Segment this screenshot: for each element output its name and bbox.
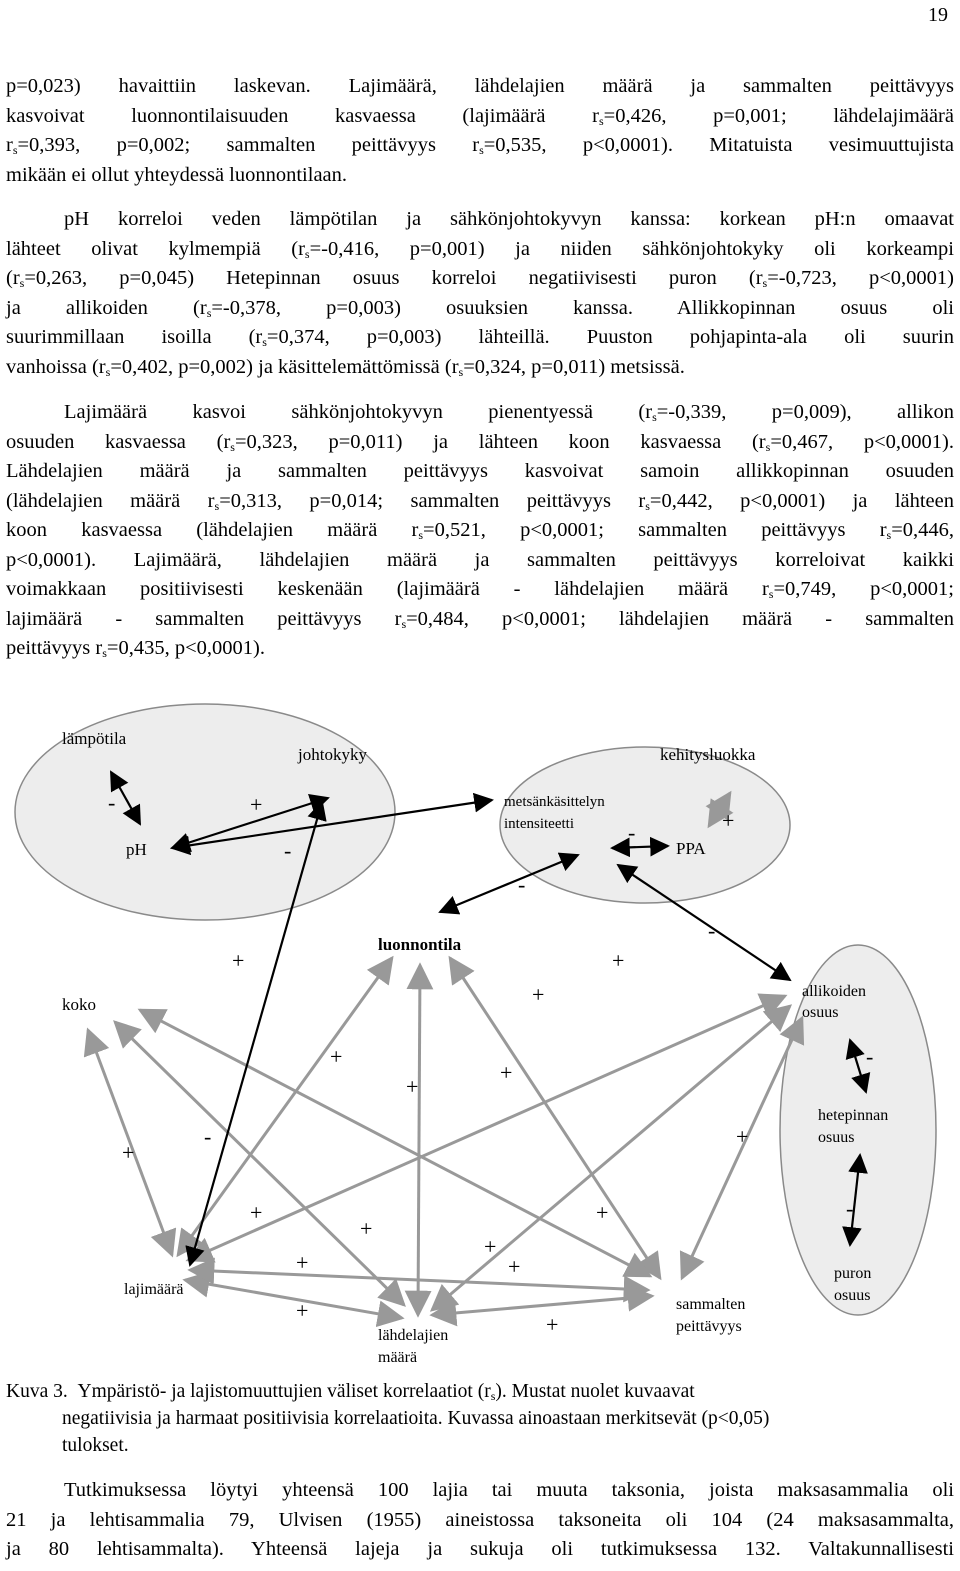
arrow-lahdelajien-sammalten (432, 1296, 652, 1315)
caption-label: Kuva 3. (6, 1381, 68, 1402)
node-allikoiden-osuus: osuus (802, 1004, 839, 1021)
caption-line: tulokset. (62, 1435, 129, 1456)
text-line: lähteet olivat kylmempiä ($r_s=-0,416$, p=0,001) ja niiden sähkönjohtokyky oli korkeampi (6, 237, 954, 261)
paragraph-3 (6, 398, 954, 664)
text-line: mikään ei ollut yhteydessä luonnontilaan. (6, 163, 348, 186)
sign: + (532, 982, 545, 1007)
sign: - (866, 1044, 874, 1069)
node-hetepinnan: hetepinnan (818, 1107, 889, 1124)
text-line: 21 ja lehtisammalia 79, Ulvisen (1955) aineistossa taksoneita oli 104 (24 maksasammalta, (6, 1508, 954, 1531)
paragraph-1 (6, 72, 954, 190)
sign: + (612, 948, 625, 973)
node-lahdelajien: lähdelajien (378, 1327, 449, 1344)
arrow-allikoiden-lajimaara (188, 996, 785, 1260)
sign: + (406, 1074, 419, 1099)
node-puron: puron (834, 1265, 872, 1282)
sign: + (296, 1298, 309, 1323)
paragraph-2 (6, 205, 954, 382)
arrow-koko-lahdelajien (115, 1022, 404, 1305)
text-line: Lähdelajien määrä ja sammalten peittävyys kasvoivat samoin allikkopinnan osuuden (6, 460, 954, 482)
node-intensiteetti: intensiteetti (504, 816, 574, 832)
text-line: vanhoissa ($r_s=0,402$, p=0,002) ja käsittelemättömissä ($r_s=0,324$, p=0,011) metsissä. (6, 355, 685, 379)
sign: + (546, 1312, 559, 1337)
caption-text: Ympäristö- ja lajistomuuttujien väliset korrelaatiot $(r_s)$. Mustat nuolet kuvaavat (77, 1381, 695, 1403)
node-luonnontila: luonnontila (378, 935, 462, 954)
sign: + (500, 1060, 513, 1085)
arrow-luonnontila-sammalten (450, 958, 660, 1278)
node-ph: pH (126, 840, 147, 859)
node-lahdelajien-maara: määrä (378, 1349, 418, 1366)
correlation-diagram (0, 700, 960, 1380)
text-line: ja 80 lehtisammalta). Yhteensä lajeja ja sukuja oli tutkimuksessa 132. Valtakunnallisesti (6, 1538, 954, 1560)
node-hetepinnan-osuus: osuus (818, 1129, 855, 1146)
sign: - (204, 1124, 212, 1149)
paragraph-4 (6, 1476, 954, 1565)
sign: - (108, 790, 116, 815)
text-line: ja allikoiden ($r_s=-0,378$, p=0,003) osuuksien kanssa. Allikkopinnan osuus oli (6, 296, 954, 320)
text-line: voimakkaan positiivisesti keskenään (lajimäärä - lähdelajien määrä $r_s=0,749$, p<0,0001; (6, 578, 954, 601)
sign: + (736, 1124, 749, 1149)
sign: + (250, 792, 263, 817)
sign: + (232, 948, 245, 973)
habitat-variables-ellipse (780, 945, 936, 1315)
text-line: suurimmillaan isoilla ($r_s=0,374$, p=0,003) lähteillä. Puuston pohjapinta-ala oli suurin (6, 326, 954, 349)
sign: + (250, 1200, 263, 1225)
sign: - (846, 1196, 854, 1221)
text-line: koon kasvaessa (lähdelajien määrä $r_s=0,521$, p<0,0001; sammalten peittävyys $r_s=0,446$, (6, 519, 955, 542)
text-line: osuuden kasvaessa ($r_s=0,323$, p=0,011) ja lähteen koon kasvaessa ($r_s=0,467$, p<0,0001). (6, 430, 954, 454)
sign: + (360, 1216, 373, 1241)
figure-caption (6, 1378, 954, 1459)
node-lampotila: lämpötila (62, 729, 127, 748)
node-metsankasittely: metsänkäsittelyn (504, 794, 605, 810)
arrow-lajimaara-lahdelajien (185, 1280, 402, 1318)
text-line: (lähdelajien määrä $r_s=0,313$, p=0,014; sammalten peittävyys $r_s=0,442$, p<0,0001) ja lähteen (6, 489, 955, 513)
sign: + (484, 1234, 497, 1259)
text-line: peittävyys $r_s=0,435$, p<0,0001). (6, 637, 265, 660)
sign: + (330, 1044, 343, 1069)
sign: + (722, 808, 735, 833)
sign: + (122, 1140, 135, 1165)
sign: + (596, 1200, 609, 1225)
node-kehitysluokka: kehitysluokka (660, 745, 756, 764)
text-line: ($r_s=0,263$, p=0,045) Hetepinnan osuus korreloi negatiivisesti puron ($r_s=-0,723$, p<0,0001) (6, 267, 954, 290)
sign: - (628, 820, 636, 845)
node-koko: koko (62, 995, 96, 1014)
sign: + (508, 1254, 521, 1279)
caption-line: negatiivisia ja harmaat positiivisia korrelaatioita. Kuvassa ainoastaan merkitsevät (p<0,05) (62, 1408, 770, 1429)
node-allikoiden: allikoiden (802, 983, 866, 1000)
node-puron-osuus: osuus (834, 1287, 871, 1304)
caption-line (6, 1378, 954, 1405)
arrow-luonnontila-lahdelajien (418, 965, 420, 1315)
sign: - (708, 918, 716, 943)
sign: - (284, 838, 292, 863)
text-line: kasvoivat luonnontilaisuuden kasvaessa (lajimäärä $r_s=0,426$, p=0,001; lähdelajimäärä (6, 104, 954, 128)
page-number: 19 (928, 4, 948, 26)
node-ppa: PPA (676, 839, 706, 858)
text-line: $r_s=0,393$, p=0,002; sammalten peittävyys $r_s=0,535$, p<0,0001). Mitatuista vesimuuttujista (6, 134, 954, 157)
sign: + (296, 1250, 309, 1275)
text-line: Tutkimuksessa löytyi yhteensä 100 lajia tai muuta taksonia, joista maksasammalia oli (64, 1479, 954, 1501)
node-sammalten: sammalten (676, 1296, 746, 1313)
sign: - (518, 872, 526, 897)
node-sammalten-peittavyys: peittävyys (676, 1318, 742, 1335)
arrow-koko-sammalten (140, 1010, 650, 1276)
node-johtokyky: johtokyky (298, 745, 367, 764)
text-line: Lajimäärä kasvoi sähkönjohtokyvyn pienentyessä ($r_s=-0,339$, p=0,009), allikon (64, 401, 954, 424)
text-line: p=0,023) havaittiin laskevan. Lajimäärä, lähdelajien määrä ja sammalten peittävyys (6, 75, 954, 97)
text-line: lajimäärä - sammalten peittävyys $r_s=0,484$, p<0,0001; lähdelajien määrä - sammalten (6, 607, 954, 631)
arrow-luonnontila-lajimaara (178, 958, 392, 1255)
node-lajimaara: lajimäärä (124, 1281, 184, 1298)
text-line: pH korreloi veden lämpötilan ja sähkönjohtokyvyn kanssa: korkean pH:n omaavat (64, 208, 954, 230)
text-line: p<0,0001). Lajimäärä, lähdelajien määrä ja sammalten peittävyys korreloivat kaikki (6, 548, 954, 571)
